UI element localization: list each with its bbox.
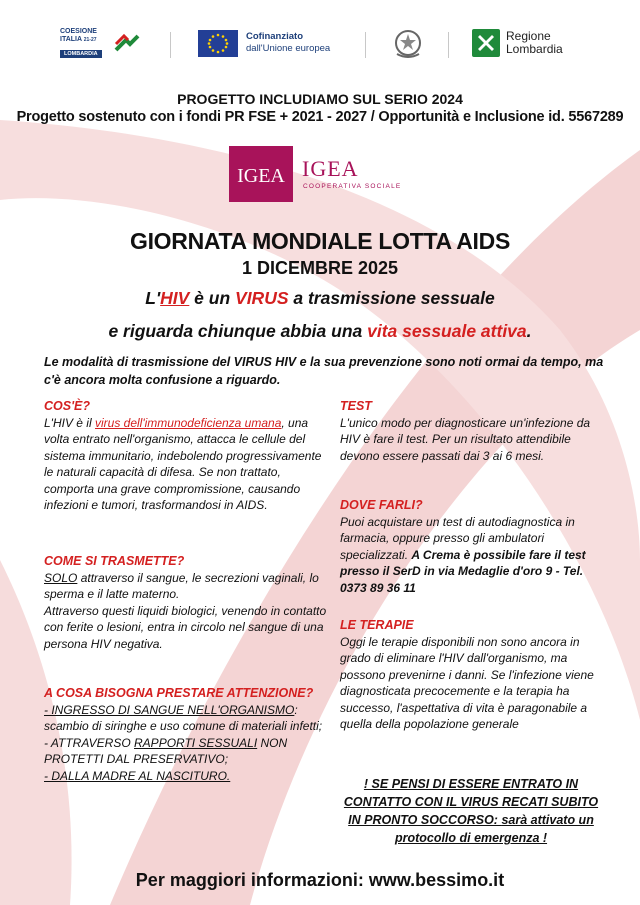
section-dove: [340, 497, 602, 596]
section-heading: COME SI TRASMETTE?: [44, 554, 185, 568]
italian-republic-emblem-icon: [393, 28, 423, 60]
eu-cofinanced-label: Cofinanziato dall'Unione europea: [246, 31, 331, 54]
igea-monogram-logo: [229, 146, 293, 202]
section-attenzione: [44, 685, 329, 784]
section-body: SOLO attraverso il sangue, le secrezioni vaginali, lo sperma e il latte materno. Attraverso questi liquidi biologici, venendo in contatto con ferite o lesioni, entra in circolo nel sangue di una persona HIV negativa.: [44, 570, 327, 651]
section-terapie: [340, 617, 602, 733]
section-body: L'unico modo per diagnosticare un'infezione da HIV è fare il test. Per un risultato attendibile devono essere passati dai 3 ai 6 mesi.: [340, 415, 591, 463]
emergency-alert: ! SE PENSI DI ESSERE ENTRATO IN CONTATTO CON IL VIRUS RECATI SUBITO IN PRONTO SOCCORSO: sarà attivato un protocollo di emergenza !: [343, 777, 599, 845]
section-heading: TEST: [340, 399, 372, 413]
logo-separator: [448, 32, 449, 58]
section-body: L'HIV è il virus dell'immunodeficienza umana, una volta entrato nell'organismo, attacca le cellule del sistema immunitario, indebolendo progressivamente le naturali capacità di difesa. Se non trattato, comporta una grave compromissione, causando infezioni e tumori, trasformandosi in AIDS.: [44, 415, 322, 512]
section-body: Oggi le terapie disponibili non sono ancora in grado di eliminare l'HIV dall'organismo, ma possono prevenirne i danni. Se l'infezione viene diagnosticata precocemente e la terapia ha successo, l'aspettativa di vita è paragonabile a quella della popolazione generale: [340, 634, 594, 731]
intro-paragraph: Le modalità di trasmissione del VIRUS HIV e la sua prevenzione sono noti ormai da tempo, ma c'è ancora molta confusione a riguardo.: [44, 355, 604, 387]
event-date: 1 DICEMBRE 2025: [241, 258, 399, 278]
section-heading: LE TERAPIE: [340, 618, 414, 632]
eu-flag-icon: [198, 30, 238, 57]
footer-info: Per maggiori informazioni: www.bessimo.it: [135, 870, 505, 890]
coesione-arrow-icon: [114, 30, 140, 54]
section-cose: [44, 398, 329, 514]
igea-monogram-text: IGEA: [237, 165, 285, 187]
section-body: - INGRESSO DI SANGUE NELL'ORGANISMO: scambio di siringhe e uso comune di materiali infetti; - ATTRAVERSO RAPPORTI SESSUALI NON PROTETTI DAL PRESERVATIVO; - DALLA MADRE AL NASCITURO.: [44, 702, 323, 783]
logo-separator: [365, 32, 366, 58]
project-title: PROGETTO INCLUDIAMO SUL SERIO 2024: [177, 91, 463, 107]
logo-separator: [170, 32, 171, 58]
igea-subtitle: COOPERATIVA SOCIALE: [303, 183, 402, 190]
igea-name: IGEA: [302, 156, 359, 181]
coesione-italia-logo: COESIONE ITALIA 21-27 LOMBARDIA: [60, 26, 142, 62]
section-trasmette: [44, 553, 329, 652]
main-title: GIORNATA MONDIALE LOTTA AIDS: [129, 228, 510, 254]
section-heading: A COSA BISOGNA PRESTARE ATTENZIONE?: [44, 686, 314, 700]
tagline-line-1: L'HIV è un VIRUS a trasmissione sessuale: [145, 288, 495, 308]
section-heading: COS'È?: [44, 399, 91, 413]
tagline-line-2: e riguarda chiunque abbia una vita sessuale attiva.: [108, 321, 532, 341]
section-heading: DOVE FARLI?: [340, 498, 423, 512]
regione-lombardia-logo-icon: [472, 29, 500, 57]
project-funding-line: Progetto sostenuto con i fondi PR FSE + 2021 - 2027 / Opportunità e Inclusione id. 5567289: [16, 109, 624, 125]
regione-lombardia-label: Regione Lombardia: [506, 29, 563, 56]
section-test: [340, 398, 602, 464]
section-body: Puoi acquistare un test di autodiagnostica in farmacia, oppure presso gli ambulatori specializzati. A Crema è possibile fare il test presso il SerD in via Medaglie d'oro 9 - Tel. 0373 89 36 11: [340, 514, 586, 595]
